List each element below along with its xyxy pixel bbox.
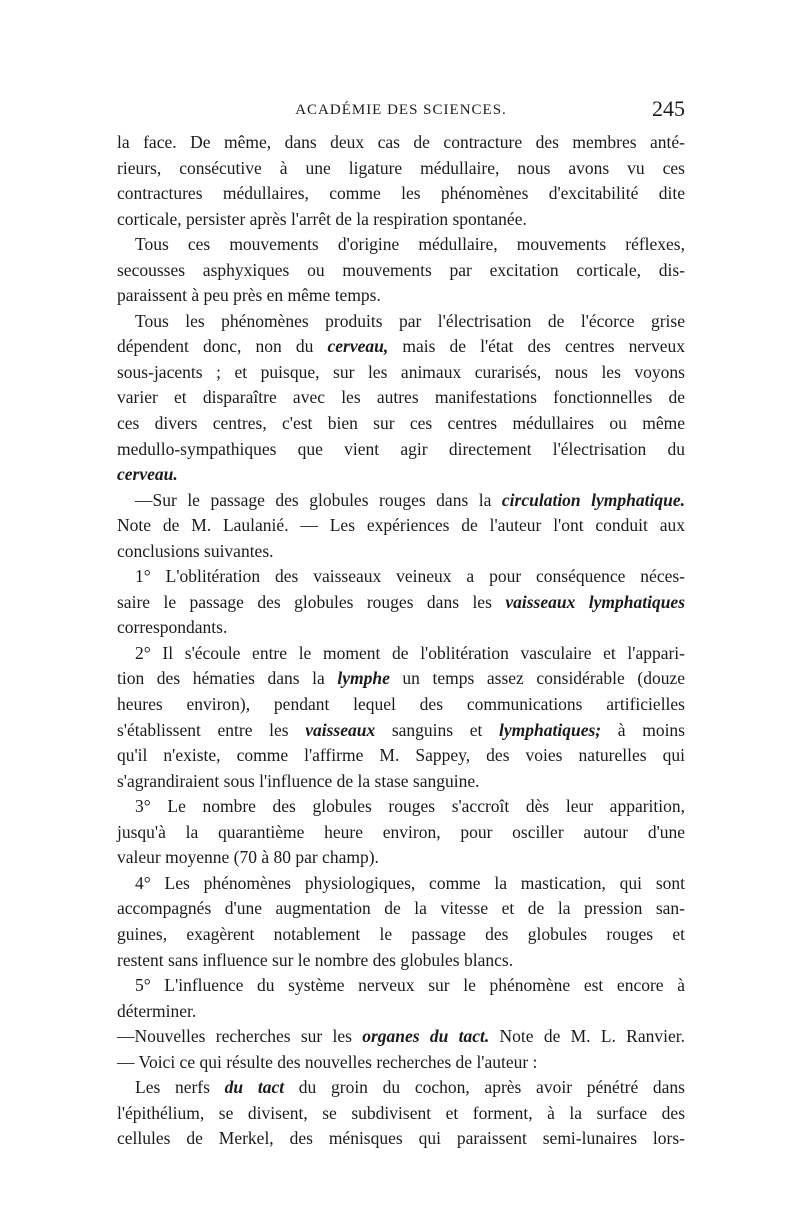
text-line bbox=[117, 488, 685, 514]
text-line: contractures médullaires, comme les phénomènes d'excitabilité dite bbox=[117, 183, 685, 204]
text-line: déterminer. bbox=[117, 1000, 197, 1021]
text-line: 2° Il s'écoule entre le moment de l'oblitération vasculaire et l'appari- bbox=[135, 642, 685, 663]
text-line: restent sans influence sur le nombre des globules blancs. bbox=[117, 949, 514, 970]
text-run: s'établissent entre les bbox=[117, 719, 306, 740]
text-line: correspondants. bbox=[117, 617, 228, 638]
text-line bbox=[117, 462, 685, 488]
text-run: —Nouvelles recherches sur les bbox=[117, 1026, 363, 1047]
text-line: 5° L'influence du système nerveux sur le phénomène est encore à bbox=[135, 975, 685, 996]
page-header bbox=[117, 96, 685, 126]
text-line: 4° Les phénomènes physiologiques, comme la mastication, qui sont bbox=[135, 872, 685, 893]
page-number: 245 bbox=[652, 96, 685, 121]
text-line: Note de M. Laulanié. — Les expériences de l'auteur l'ont conduit aux bbox=[117, 515, 685, 536]
text-line bbox=[117, 666, 685, 692]
italic-term: organes du tact. bbox=[362, 1026, 490, 1047]
italic-term: cerveau, bbox=[327, 336, 389, 357]
text-line: 1° L'oblitération des vaisseaux veineux a pour conséquence néces- bbox=[135, 566, 685, 587]
text-run: du groin du cochon, après avoir pénétré dans bbox=[284, 1077, 685, 1098]
text-line: Tous les phénomènes produits par l'électrisation de l'écorce grise bbox=[135, 310, 685, 331]
text-line: Tous ces mouvements d'origine médullaire, mouvements réflexes, bbox=[135, 234, 685, 255]
text-line: medullo-sympathiques que vient agir directement l'électrisation du bbox=[117, 438, 685, 459]
text-run: un temps assez considérable (douze bbox=[389, 668, 685, 689]
text-line: cellules de Merkel, des ménisques qui paraissent semi-lunaires lors- bbox=[117, 1128, 685, 1149]
text-line: accompagnés d'une augmentation de la vitesse et de la pression san- bbox=[117, 898, 685, 919]
text-line: qu'il n'existe, comme l'affirme M. Sappey, des voies naturelles qui bbox=[117, 745, 685, 766]
italic-term: circulation lymphatique. bbox=[501, 489, 685, 510]
text-line bbox=[117, 1075, 685, 1101]
text-line: ces divers centres, c'est bien sur ces centres médullaires ou même bbox=[117, 413, 685, 434]
text-line: heures environ), pendant lequel des communications artificielles bbox=[117, 694, 685, 715]
text-line: sous-jacents ; et puisque, sur les animaux curarisés, nous les voyons bbox=[117, 361, 685, 382]
text-line bbox=[117, 718, 685, 744]
text-line: secousses asphyxiques ou mouvements par excitation corticale, dis- bbox=[117, 259, 685, 280]
text-line bbox=[117, 1024, 685, 1050]
text-line: la face. De même, dans deux cas de contracture des membres anté- bbox=[117, 132, 685, 152]
text-line: — Voici ce qui résulte des nouvelles recherches de l'auteur : bbox=[117, 1051, 538, 1072]
text-line bbox=[117, 334, 685, 360]
body-text bbox=[117, 130, 685, 1152]
text-line: valeur moyenne (70 à 80 par champ). bbox=[117, 847, 379, 868]
text-line: s'agrandiraient sous l'influence de la stase sanguine. bbox=[117, 770, 480, 791]
text-line bbox=[117, 590, 685, 616]
text-run: Note de M. L. Ranvier. bbox=[489, 1026, 685, 1047]
running-title: ACADÉMIE DES SCIENCES. bbox=[295, 102, 507, 118]
text-run: —Sur le passage des globules rouges dans la bbox=[135, 489, 502, 510]
text-line: rieurs, consécutive à une ligature médullaire, nous avons vu ces bbox=[117, 157, 685, 178]
italic-term: cerveau. bbox=[117, 464, 178, 485]
italic-term: vaisseaux lymphatiques bbox=[505, 591, 685, 612]
text-run: tion des hématies dans la bbox=[117, 668, 338, 689]
text-run: dépendent donc, non du bbox=[117, 336, 328, 357]
italic-term: du tact bbox=[224, 1077, 285, 1098]
text-line: varier et disparaître avec les autres manifestations fonctionnelles de bbox=[117, 387, 685, 408]
text-line: l'épithélium, se divisent, se subdivisent et forment, à la surface des bbox=[117, 1102, 685, 1123]
text-line: conclusions suivantes. bbox=[117, 540, 274, 561]
text-line: 3° Le nombre des globules rouges s'accroît dès leur apparition, bbox=[135, 796, 685, 817]
text-run: saire le passage des globules rouges dans les bbox=[117, 591, 506, 612]
text-line: guines, exagèrent notablement le passage des globules rouges et bbox=[117, 923, 685, 944]
text-run: Les nerfs bbox=[135, 1077, 225, 1098]
italic-term: vaisseaux bbox=[305, 719, 376, 740]
text-run: mais de l'état des centres nerveux bbox=[388, 336, 685, 357]
italic-term: lymphe bbox=[337, 668, 390, 689]
text-run: à moins bbox=[601, 719, 685, 740]
text-run: sanguins et bbox=[375, 719, 500, 740]
italic-term: lymphatiques; bbox=[499, 719, 602, 740]
text-line: jusqu'à la quarantième heure environ, pour osciller autour d'une bbox=[117, 821, 685, 842]
text-line: paraissent à peu près en même temps. bbox=[117, 285, 381, 306]
text-line: corticale, persister après l'arrêt de la respiration spontanée. bbox=[117, 208, 527, 229]
